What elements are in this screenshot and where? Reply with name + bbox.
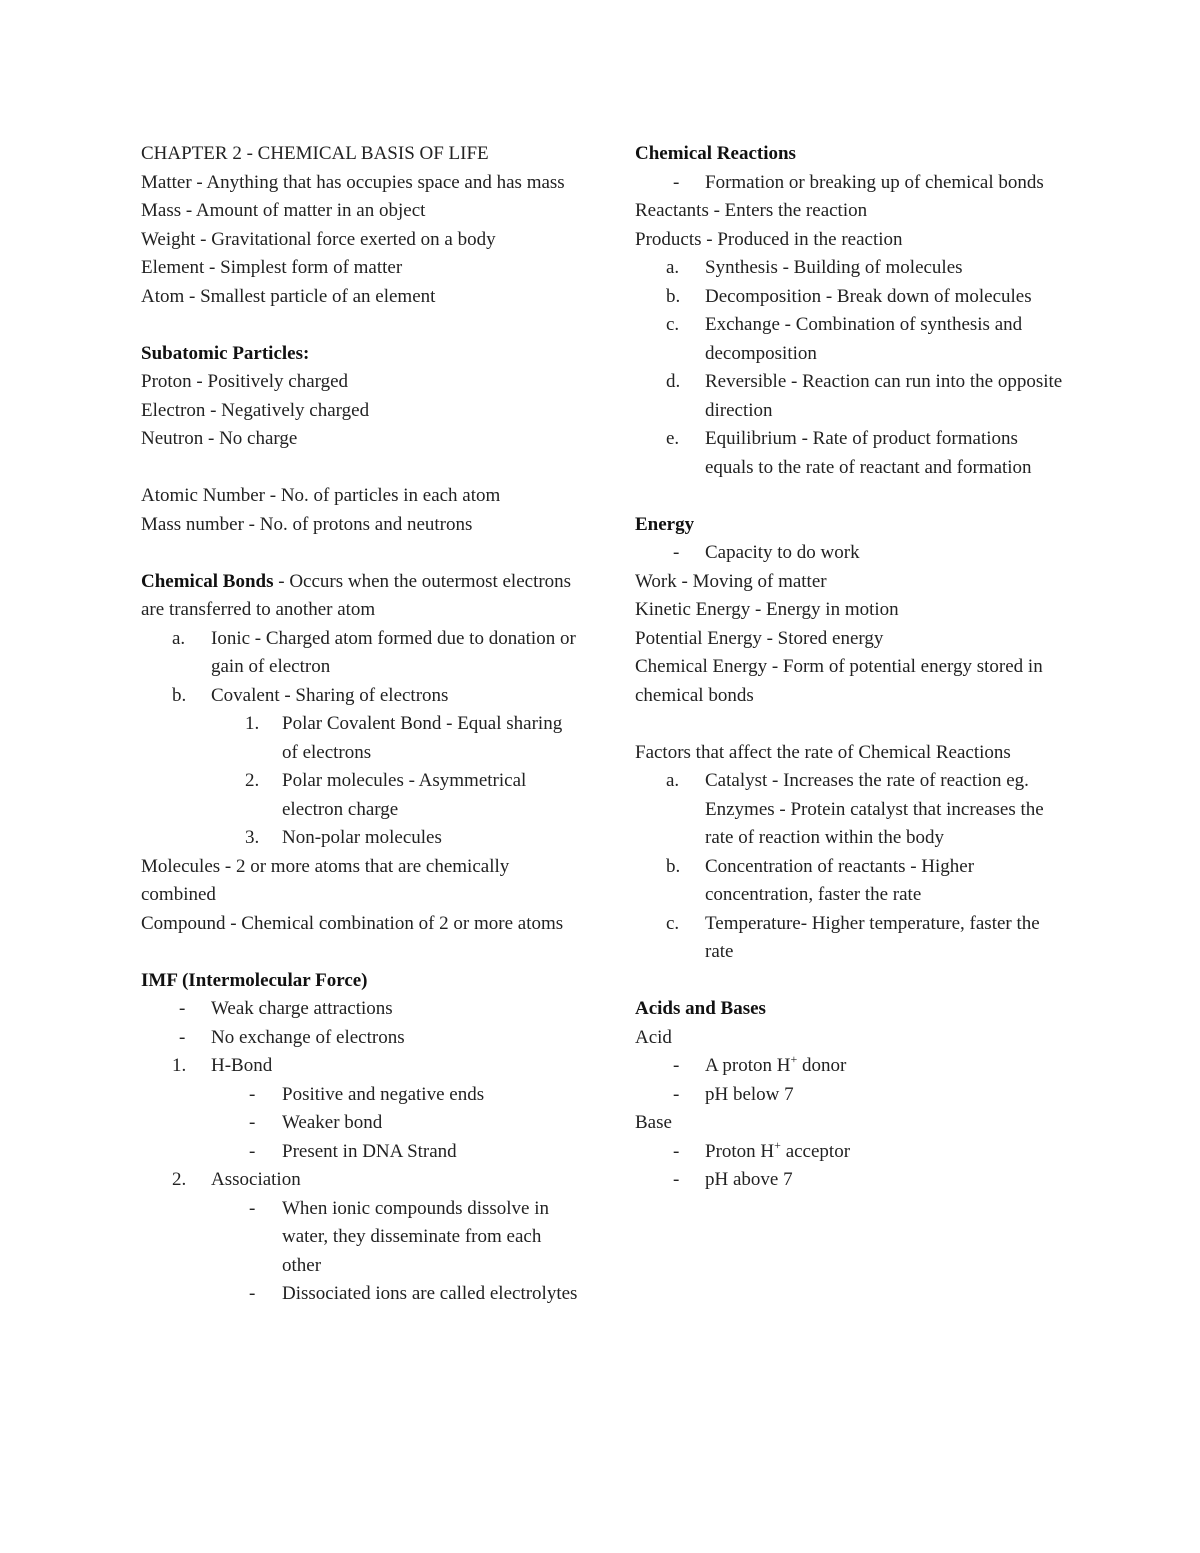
list-item <box>635 1166 1065 1195</box>
list-marker: - <box>673 1169 680 1190</box>
list-item <box>635 539 1065 568</box>
list-marker: 1. <box>172 1055 187 1076</box>
list-marker: - <box>249 1140 256 1162</box>
list-item-text: Present in DNA Strand <box>282 1140 457 1162</box>
list-item-text: Non-polar molecules <box>282 827 442 848</box>
chemical-reactions-heading: Chemical Reactions <box>635 143 796 164</box>
list-item-text: Concentration of reactants - Higher concentration, faster the rate <box>705 855 975 905</box>
list-item <box>141 682 581 711</box>
list-item <box>141 625 581 682</box>
list-item-text: Catalyst - Increases the rate of reaction eg. Enzymes - Protein catalyst that increases the rate of reaction within the body <box>705 770 1044 848</box>
acid-donor-text: donor <box>797 1055 847 1076</box>
def-compound: Compound - Chemical combination of 2 or more atoms <box>141 912 564 934</box>
list-marker: 2. <box>172 1169 187 1190</box>
list-marker: - <box>673 171 680 193</box>
list-item-text: Polar Covalent Bond - Equal sharing of electrons <box>282 713 563 763</box>
list-marker: a. <box>666 770 680 791</box>
list-item-text: H-Bond <box>211 1055 273 1076</box>
list-marker: b. <box>666 285 681 307</box>
list-item <box>141 1280 581 1309</box>
def-chemical-energy: Chemical Energy - Form of potential energy stored in chemical bonds <box>635 656 1043 706</box>
def-molecules: Molecules - 2 or more atoms that are chemically combined <box>141 855 510 905</box>
def-neutron: Neutron - No charge <box>141 428 298 449</box>
def-kinetic-energy: Kinetic Energy - Energy in motion <box>635 599 899 620</box>
def-atomic-number: Atomic Number - No. of particles in each atom <box>141 485 501 506</box>
list-item-text: Temperature- Higher temperature, faster the rate <box>705 912 1040 962</box>
imf-heading: IMF (Intermolecular Force) <box>141 969 368 991</box>
spacer <box>635 710 1065 739</box>
list-item-text: Exchange - Combination of synthesis and decomposition <box>705 314 1023 364</box>
list-marker: 1. <box>245 713 260 734</box>
list-item <box>141 767 581 824</box>
def-work: Work - Moving of matter <box>635 570 827 592</box>
list-item <box>141 824 581 853</box>
list-item-text: Weak charge attractions <box>211 998 393 1019</box>
list-marker: - <box>249 1112 256 1133</box>
list-marker: - <box>673 1083 680 1105</box>
list-item <box>635 1052 1065 1081</box>
left-column <box>141 140 581 1309</box>
list-marker: d. <box>666 371 681 392</box>
base-label: Base <box>635 1112 672 1133</box>
list-marker: a. <box>666 257 680 278</box>
def-mass: Mass - Amount of matter in an object <box>141 200 426 221</box>
spacer <box>635 967 1065 996</box>
def-potential-energy: Potential Energy - Stored energy <box>635 627 884 649</box>
list-marker: b. <box>172 684 187 706</box>
list-item <box>141 1024 581 1053</box>
acids-bases-heading: Acids and Bases <box>635 998 766 1019</box>
list-item-text: Association <box>211 1169 301 1190</box>
spacer <box>141 454 581 483</box>
list-item-text: Decomposition - Break down of molecules <box>705 285 1032 307</box>
list-item-text: pH above 7 <box>705 1169 793 1190</box>
list-item-text: Formation or breaking up of chemical bonds <box>705 171 1044 193</box>
list-item <box>635 853 1065 910</box>
spacer <box>141 938 581 967</box>
list-marker: - <box>179 998 186 1019</box>
list-marker: - <box>673 1055 680 1076</box>
list-item <box>635 767 1065 853</box>
list-item-text: pH below 7 <box>705 1083 794 1105</box>
list-marker: - <box>249 1197 256 1219</box>
list-item <box>635 368 1065 425</box>
list-item-text: Reversible - Reaction can run into the opposite direction <box>705 371 1063 421</box>
list-marker: - <box>179 1026 186 1048</box>
list-marker: a. <box>172 627 186 649</box>
list-item-text: Synthesis - Building of molecules <box>705 257 963 278</box>
factors-heading: Factors that affect the rate of Chemical Reactions <box>635 741 1011 763</box>
def-mass-number: Mass number - No. of protons and neutrons <box>141 513 473 535</box>
list-item-text: Covalent - Sharing of electrons <box>211 684 449 706</box>
def-atom: Atom - Smallest particle of an element <box>141 285 436 307</box>
list-item-text: No exchange of electrons <box>211 1026 405 1048</box>
list-item <box>635 425 1065 482</box>
chemical-bonds-paragraph <box>141 568 581 625</box>
def-weight: Weight - Gravitational force exerted on a body <box>141 228 496 250</box>
list-item-text: Positive and negative ends <box>282 1083 485 1105</box>
list-item-text: Weaker bond <box>282 1112 383 1133</box>
list-item <box>635 1081 1065 1110</box>
def-proton: Proton - Positively charged <box>141 371 349 392</box>
def-reactants: Reactants - Enters the reaction <box>635 200 868 221</box>
list-item <box>141 1052 581 1081</box>
right-column <box>635 140 1065 1195</box>
list-marker: b. <box>666 855 681 877</box>
list-item <box>141 1109 581 1138</box>
acid-proton-text: A proton H <box>705 1055 791 1076</box>
list-marker: - <box>249 1083 256 1105</box>
chemical-bonds-desc: - Occurs when the outermost electrons are transferred to another atom <box>141 570 572 620</box>
list-item <box>141 1081 581 1110</box>
def-element: Element - Simplest form of matter <box>141 257 403 278</box>
list-item <box>635 1138 1065 1167</box>
list-marker: c. <box>666 314 680 335</box>
chemical-bonds-heading: Chemical Bonds <box>141 570 274 592</box>
list-item-text: Capacity to do work <box>705 542 860 563</box>
list-item <box>141 1138 581 1167</box>
list-item <box>635 311 1065 368</box>
list-marker: - <box>673 1140 680 1162</box>
base-proton-text: Proton H <box>705 1140 775 1162</box>
list-marker: - <box>249 1283 256 1304</box>
list-item-text: Polar molecules - Asymmetrical electron charge <box>282 770 527 820</box>
base-acceptor-text: acceptor <box>780 1140 851 1162</box>
list-marker: c. <box>666 912 680 934</box>
superscript-plus: + <box>790 1052 798 1066</box>
list-item-text: When ionic compounds dissolve in water, they disseminate from each other <box>282 1197 550 1276</box>
list-item <box>141 1166 581 1195</box>
def-electron: Electron - Negatively charged <box>141 399 370 421</box>
energy-heading: Energy <box>635 513 695 535</box>
list-marker: e. <box>666 428 680 449</box>
spacer <box>141 539 581 568</box>
list-item-text: Equilibrium - Rate of product formations equals to the rate of reactant and formation <box>705 428 1032 478</box>
list-item <box>635 283 1065 312</box>
spacer <box>635 482 1065 511</box>
list-item <box>141 1195 581 1281</box>
list-marker: - <box>673 542 680 563</box>
superscript-plus: + <box>774 1137 781 1152</box>
list-marker: 2. <box>245 770 260 791</box>
acid-label: Acid <box>635 1026 672 1048</box>
list-item <box>635 169 1065 198</box>
list-item <box>141 995 581 1024</box>
chapter-title: CHAPTER 2 - CHEMICAL BASIS OF LIFE <box>141 143 489 164</box>
def-products: Products - Produced in the reaction <box>635 228 903 250</box>
list-item <box>635 254 1065 283</box>
list-item-text: Dissociated ions are called electrolytes <box>282 1283 578 1304</box>
list-item <box>635 910 1065 967</box>
list-item <box>141 710 581 767</box>
def-matter: Matter - Anything that has occupies space and has mass <box>141 171 565 193</box>
list-item-text <box>705 1052 847 1076</box>
list-item-text: Ionic - Charged atom formed due to donation or gain of electron <box>211 627 576 677</box>
subatomic-heading: Subatomic Particles: <box>141 342 310 364</box>
list-item-text <box>705 1137 851 1162</box>
list-marker: 3. <box>245 827 260 848</box>
spacer <box>141 311 581 340</box>
